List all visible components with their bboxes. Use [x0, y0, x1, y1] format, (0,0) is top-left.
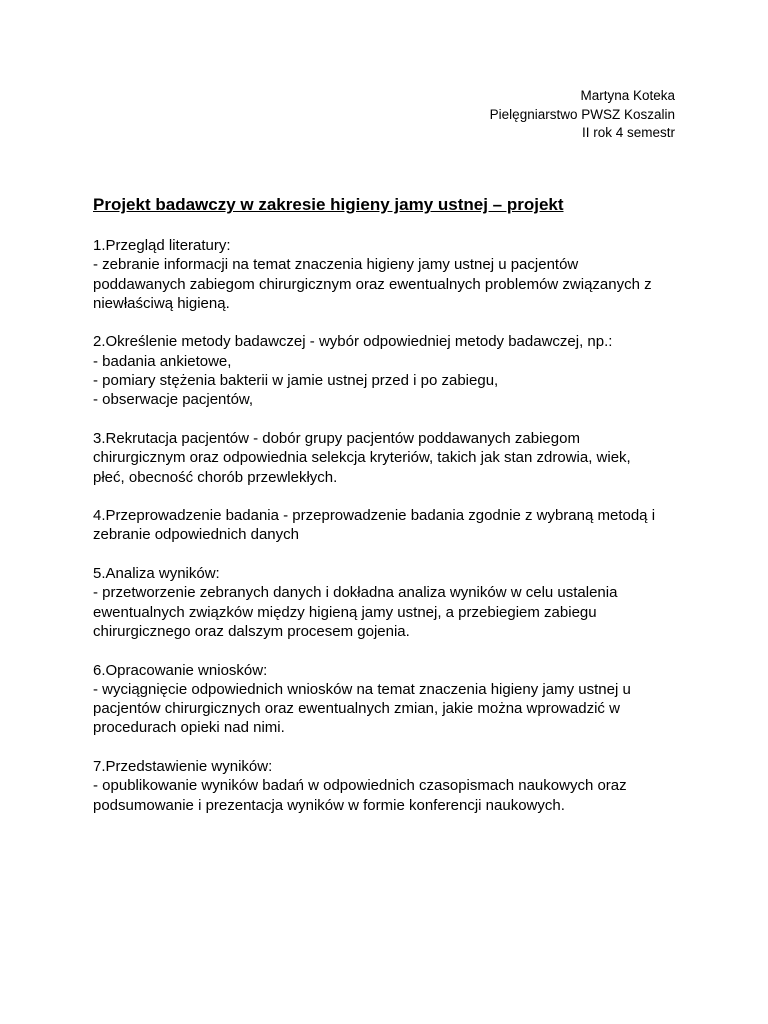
section-line: ewentualnych związków między higieną jamy ustnej, a przebiegiem zabiegu — [93, 603, 597, 621]
section-line: 5.Analiza wyników: — [93, 565, 220, 583]
section-3 — [93, 429, 683, 487]
section-line: chirurgicznym oraz odpowiednia selekcja kryteriów, takich jak stan zdrowia, wiek, — [93, 449, 631, 467]
section-line: 7.Przedstawienie wyników: — [93, 758, 273, 776]
section-line: - obserwacje pacjentów, — [93, 391, 254, 409]
author-name: Martyna Koteka — [580, 88, 675, 103]
section-line: - pomiary stężenia bakterii w jamie ustnej przed i po zabiegu, — [93, 372, 499, 390]
section-line: pacjentów chirurgicznych oraz ewentualnych zmian, jakie można wprowadzić w — [93, 700, 620, 718]
section-5 — [93, 564, 683, 641]
section-2 — [93, 332, 683, 409]
section-line: zebranie odpowiednich danych — [93, 526, 299, 544]
section-line: - wyciągnięcie odpowiednich wniosków na temat znaczenia higieny jamy ustnej u — [93, 680, 631, 698]
section-line: poddawanych zabiegom chirurgicznym oraz ewentualnych problemów związanych z — [93, 275, 652, 293]
section-line: - opublikowanie wyników badań w odpowiednich czasopismach naukowych oraz — [93, 777, 627, 795]
document-title: Projekt badawczy w zakresie higieny jamy ustnej – projekt — [93, 195, 564, 214]
section-7 — [93, 757, 683, 815]
section-line: podsumowanie i prezentacja wyników w formie konferencji naukowych. — [93, 796, 565, 814]
section-line: - badania ankietowe, — [93, 352, 232, 370]
section-line: chirurgicznego oraz dalszym procesem gojenia. — [93, 622, 410, 640]
section-4 — [93, 506, 683, 545]
section-line: - zebranie informacji na temat znaczenia higieny jamy ustnej u pacjentów — [93, 256, 579, 274]
section-line: 4.Przeprowadzenie badania - przeprowadzenie badania zgodnie z wybraną metodą i — [93, 507, 656, 525]
section-6 — [93, 661, 683, 738]
section-line: 1.Przegląd literatury: — [93, 237, 231, 254]
section-line: procedurach opieki nad nimi. — [93, 719, 285, 737]
study-year: II rok 4 semestr — [581, 125, 675, 140]
section-line: 6.Opracowanie wniosków: — [93, 661, 268, 679]
document-body — [93, 236, 683, 834]
author-header — [490, 87, 675, 143]
section-1 — [93, 236, 683, 313]
study-program: Pielęgniarstwo PWSZ Koszalin — [489, 106, 675, 122]
section-line: niewłaściwą higieną. — [93, 294, 230, 312]
section-line: 3.Rekrutacja pacjentów - dobór grupy pacjentów poddawanych zabiegom — [93, 429, 580, 447]
section-line: - przetworzenie zebranych danych i dokładna analiza wyników w celu ustalenia — [93, 584, 618, 602]
section-line: płeć, obecność chorób przewlekłych. — [93, 468, 338, 486]
section-line: 2.Określenie metody badawczej - wybór odpowiedniej metody badawczej, np.: — [93, 333, 613, 351]
